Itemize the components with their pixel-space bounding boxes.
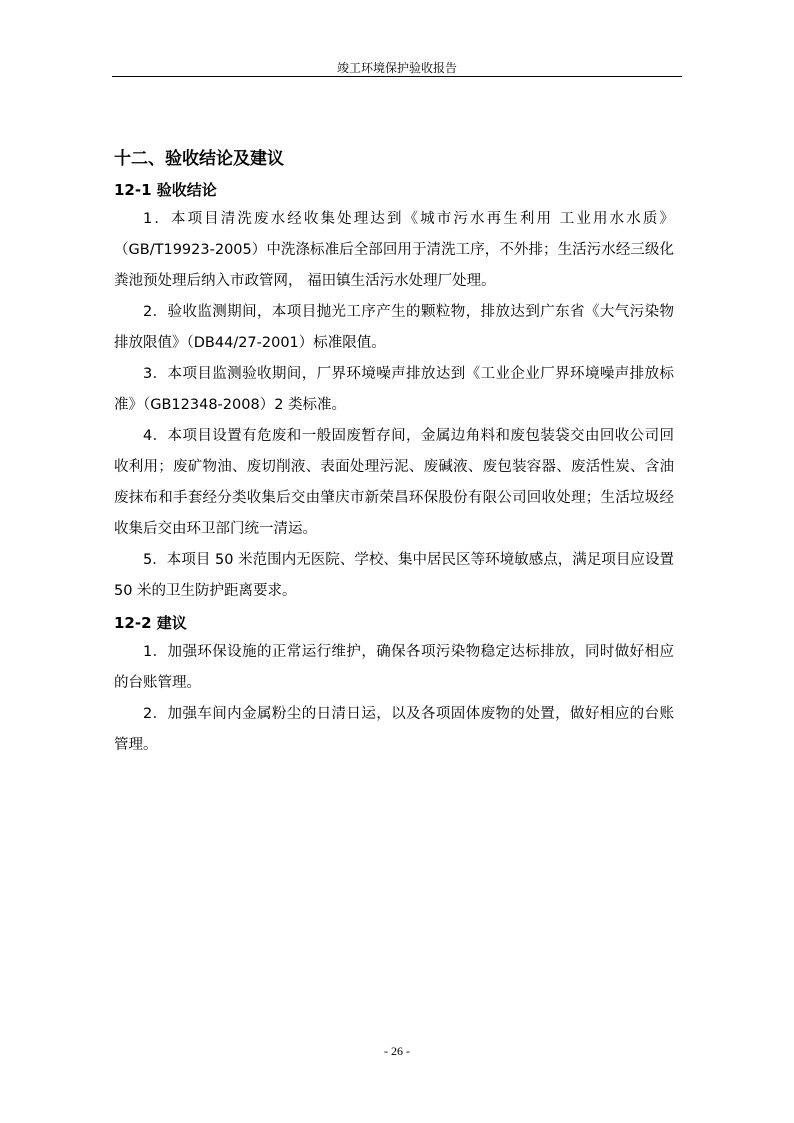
header-rule [112, 76, 682, 77]
section-title-suggestions: 12-2 建议 [114, 614, 187, 632]
conclusion-paragraph-1: 1．本项目清洗废水经收集处理达到《城市污水再生利用 工业用水水质》（GB/T19923-2005）中洗涤标准后全部回用于清洗工序，不外排；生活污水经三级化粪池预处理后纳入市政管网， 福田镇生活污水处理厂处理。 [114, 211, 674, 289]
page-header-title: 竣工环境保护验收报告 [336, 61, 457, 75]
chapter-title: 十二、验收结论及建议 [114, 149, 284, 169]
page-number: - 26 - [384, 1044, 410, 1058]
document-body [114, 144, 674, 761]
suggestion-paragraph-2: 2．加强车间内金属粉尘的日清日运，以及各项固体废物的处置，做好相应的台账管理。 [114, 706, 674, 753]
suggestion-paragraph-1: 1．加强环保设施的正常运行维护，确保各项污染物稳定达标排放，同时做好相应的台账管理。 [114, 644, 674, 691]
conclusion-paragraph-4: 4．本项目设置有危废和一般固废暂存间，金属边角料和废包装袋交由回收公司回收利用；废矿物油、废切削液、表面处理污泥、废碱液、废包装容器、废活性炭、含油废抹布和手套经分类收集后交由肇庆市新荣昌环保股份有限公司回收处理；生活垃圾经收集后交由环卫部门统一清运。 [114, 428, 674, 537]
section-title-conclusions: 12-1 验收结论 [114, 181, 217, 199]
conclusion-paragraph-3: 3．本项目监测验收期间，厂界环境噪声排放达到《工业企业厂界环境噪声排放标准》（GB12348-2008）2 类标准。 [114, 366, 674, 413]
conclusion-paragraph-5: 5．本项目 50 米范围内无医院、学校、集中居民区等环境敏感点，满足项目应设置 50 米的卫生防护距离要求。 [114, 552, 674, 599]
conclusion-paragraph-2: 2．验收监测期间，本项目抛光工序产生的颗粒物，排放达到广东省《大气污染物排放限值》（DB44/27-2001）标准限值。 [114, 304, 674, 351]
